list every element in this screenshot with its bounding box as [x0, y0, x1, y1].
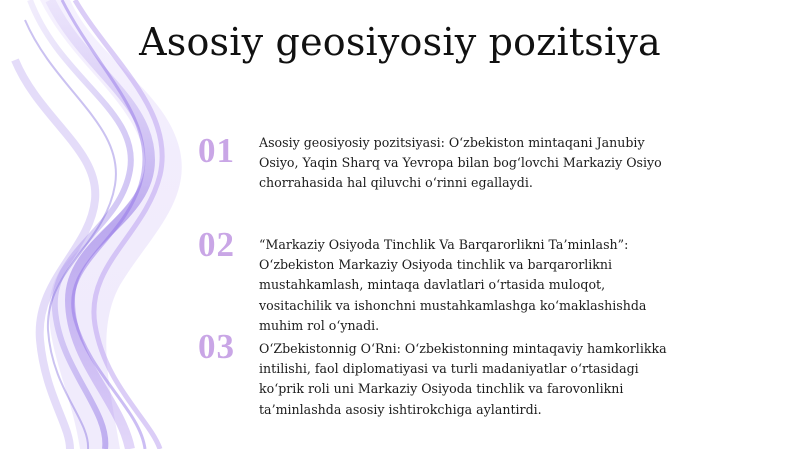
decorative-ribbon — [0, 0, 230, 449]
item-text: Asosiy geosiyosiy pozitsiyasi: O‘zbekiston mintaqani Janubiy Osiyo, Yaqin Sharq va Yevropa bilan bog‘lovchi Markaziy Osiyo chorrahasida hal qiluvchi o‘rinni egallaydi. — [259, 135, 662, 191]
item-number: 02 — [198, 225, 235, 264]
item-number: 03 — [198, 327, 235, 366]
item-number: 01 — [198, 131, 235, 170]
item-text: O‘Zbekistonnig O‘Rni: O‘zbekistonning mintaqaviy hamkorlikka intilishi, faol diplomatiyasi va turli madaniyatlar o‘rtasidagi ko‘prik roli uni Markaziy Osiyoda tinchlik va farovonlikni ta’minlashda asosiy ishtirokchiga aylantirdi. — [259, 341, 667, 417]
slide-title: Asosiy geosiyosiy pozitsiya — [139, 20, 661, 64]
item-text: “Markaziy Osiyoda Tinchlik Va Barqarorlikni Ta’minlash”: O‘zbekiston Markaziy Osiyoda tinchlik va barqarorlikni mustahkamlash, mintaqa davlatlari o‘rtasida muloqot, vositachilik va ishonchni mustahkamlashga ko‘maklashishda muhim rol o‘ynadi. — [259, 237, 647, 333]
